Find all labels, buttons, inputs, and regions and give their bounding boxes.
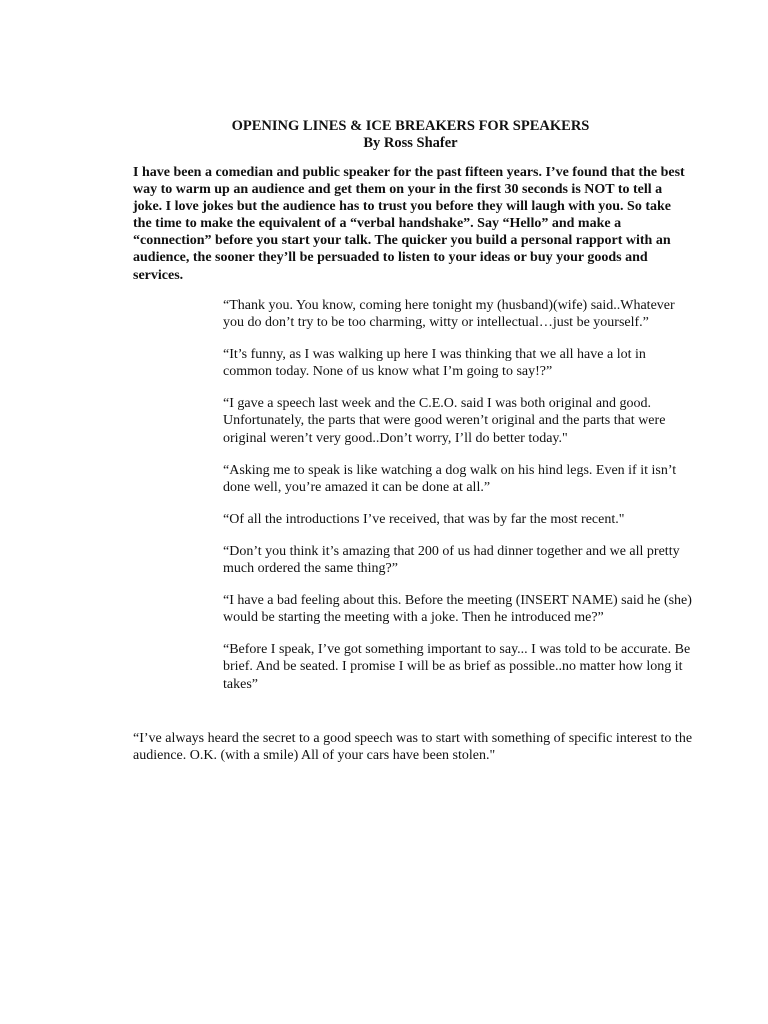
document-author: By Ross Shafer (363, 135, 458, 151)
quote-list (223, 297, 693, 708)
quote-item: “Of all the introductions I’ve received, that was by far the most recent." (223, 511, 625, 527)
quote-item: “I have a bad feeling about this. Before the meeting (INSERT NAME) said he (she) would be starting the meeting with a joke. Then he introduced me?” (223, 593, 692, 626)
quote-item: “Before I speak, I’ve got something important to say... I was told to be accurate. Be brief. And be seated. I promise I will be as brief as possible..no matter how long it takes” (223, 642, 691, 692)
closing-paragraph: “I’ve always heard the secret to a good speech was to start with something of specific interest to the audience. O.K. (with a smile) All of your cars have been stolen." (133, 731, 693, 764)
title-block (133, 118, 688, 152)
document-title: OPENING LINES & ICE BREAKERS FOR SPEAKERS (231, 118, 590, 134)
quote-item: “Asking me to speak is like watching a dog walk on his hind legs. Even if it isn’t done well, you’re amazed it can be done at all.” (223, 462, 677, 495)
quote-item: “I gave a speech last week and the C.E.O. said I was both original and good. Unfortunately, the parts that were good weren’t original and the parts that were original weren’t very good..Don’t worry, I’ll do better today." (223, 396, 666, 446)
quote-item: “It’s funny, as I was walking up here I was thinking that we all have a lot in common today. None of us know what I’m going to say!?” (223, 347, 646, 380)
intro-paragraph: I have been a comedian and public speaker for the past fifteen years. I’ve found that the best way to warm up an audience and get them on your in the first 30 seconds is NOT to tell a joke. I love jokes but the audience has to trust you before they will laugh with you. So take the time to make the equivalent of a “verbal handshake”. Say “Hello” and make a “connection” before you start your talk. The quicker you build a personal rapport with an audience, the sooner they’ll be persuaded to listen to your ideas or buy your goods and services. (133, 165, 685, 283)
quote-item: “Don’t you think it’s amazing that 200 of us had dinner together and we all pretty much ordered the same thing?” (223, 543, 680, 577)
quote-item: “Thank you. You know, coming here tonight my (husband)(wife) said..Whatever you do don’t try to be too charming, witty or intellectual…just be yourself.” (223, 298, 675, 331)
